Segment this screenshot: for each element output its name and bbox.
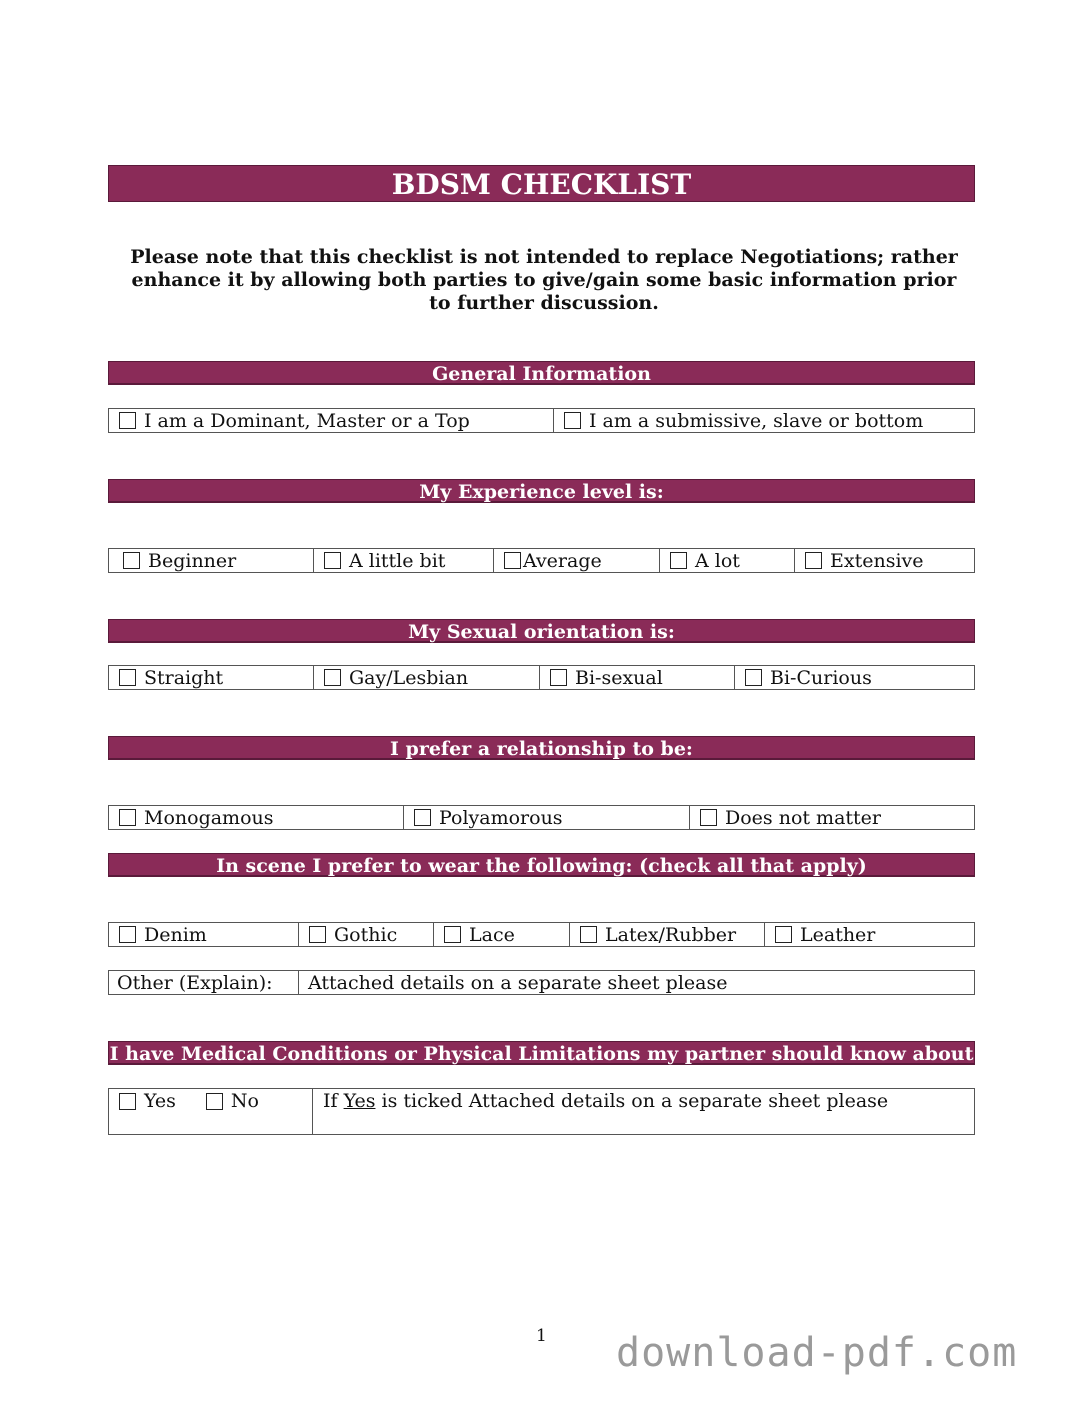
other-explain-field[interactable]: Attached details on a separate sheet please (308, 971, 728, 994)
option-bi-curious[interactable] (735, 666, 974, 689)
checkbox-icon[interactable] (670, 552, 687, 569)
checkbox-icon[interactable] (504, 552, 521, 569)
medical-yes-no (109, 1089, 313, 1134)
checkbox-icon[interactable] (745, 669, 762, 686)
checkbox-icon[interactable] (775, 926, 792, 943)
option-label: Bi-Curious (770, 666, 872, 689)
details-suffix: is ticked Attached details on a separate sheet please (375, 1090, 889, 1112)
option-polyamorous[interactable] (404, 806, 690, 829)
checkbox-icon[interactable] (119, 669, 136, 686)
option-yes[interactable] (119, 1090, 176, 1112)
intro-note: Please note that this checklist is not intended to replace Negotiations; rather enhance it by allowing both parties to give/gain some basic information prior to further discussion. (130, 246, 958, 314)
checkbox-icon[interactable] (119, 926, 136, 943)
page-title: BDSM CHECKLIST (108, 165, 975, 202)
checkbox-icon[interactable] (206, 1093, 223, 1110)
option-label: Yes (144, 1090, 176, 1112)
option-label: Extensive (830, 549, 924, 572)
option-label: A little bit (349, 549, 446, 572)
option-label: Polyamorous (439, 806, 563, 829)
section-general-heading: General Information (108, 361, 975, 385)
option-no[interactable] (206, 1090, 259, 1112)
section-wear-heading: In scene I prefer to wear the following: (check all that apply) (108, 853, 975, 877)
option-label: No (230, 1090, 259, 1112)
option-does-not-matter[interactable] (690, 806, 974, 829)
checkbox-icon[interactable] (324, 552, 341, 569)
option-label: Lace (469, 923, 515, 946)
medical-details[interactable] (313, 1089, 974, 1134)
checkbox-icon[interactable] (309, 926, 326, 943)
option-label: Beginner (148, 549, 237, 572)
details-yes: Yes (343, 1090, 376, 1112)
checkbox-icon[interactable] (564, 412, 581, 429)
checkbox-icon[interactable] (119, 809, 136, 826)
option-label: Bi-sexual (575, 666, 663, 689)
option-monogamous[interactable] (109, 806, 404, 829)
checkbox-icon[interactable] (805, 552, 822, 569)
wear-row (108, 922, 975, 947)
watermark: download-pdf.com (616, 1330, 1018, 1376)
other-label: Other (Explain): (109, 971, 299, 994)
option-bisexual[interactable] (540, 666, 735, 689)
option-label: Leather (800, 923, 876, 946)
option-label: A lot (695, 549, 740, 572)
checkbox-icon[interactable] (324, 669, 341, 686)
checkbox-icon[interactable] (119, 412, 136, 429)
option-gay-lesbian[interactable] (314, 666, 540, 689)
checkbox-icon[interactable] (700, 809, 717, 826)
option-label: Straight (144, 666, 224, 689)
option-label: Denim (144, 923, 207, 946)
page-number: 1 (536, 1326, 547, 1346)
option-label: Average (523, 549, 602, 572)
option-label: Monogamous (144, 806, 274, 829)
checkbox-icon[interactable] (444, 926, 461, 943)
option-label: Gay/Lesbian (349, 666, 469, 689)
experience-row (108, 548, 975, 573)
option-gothic[interactable] (299, 923, 434, 946)
section-medical-heading: I have Medical Conditions or Physical Limitations my partner should know about (109, 1043, 974, 1065)
section-relationship-heading: I prefer a relationship to be: (108, 736, 975, 760)
option-label: Does not matter (725, 806, 881, 829)
medical-row (108, 1088, 975, 1135)
option-label: Latex/Rubber (605, 923, 737, 946)
option-dominant[interactable] (109, 409, 554, 432)
option-label: I am a submissive, slave or bottom (589, 409, 924, 432)
checkbox-icon[interactable] (119, 1093, 136, 1110)
orientation-row (108, 665, 975, 690)
option-straight[interactable] (109, 666, 314, 689)
option-submissive[interactable] (554, 409, 974, 432)
checkbox-icon[interactable] (123, 552, 140, 569)
option-latex-rubber[interactable] (570, 923, 765, 946)
option-extensive[interactable] (795, 549, 974, 572)
option-label: I am a Dominant, Master or a Top (144, 409, 470, 432)
general-row (108, 408, 975, 433)
option-label: Gothic (334, 923, 398, 946)
option-denim[interactable] (109, 923, 299, 946)
wear-other-row (108, 970, 975, 995)
option-beginner[interactable] (109, 549, 314, 572)
section-orientation-heading: My Sexual orientation is: (108, 619, 975, 643)
relationship-row (108, 805, 975, 830)
checkbox-icon[interactable] (550, 669, 567, 686)
checkbox-icon[interactable] (414, 809, 431, 826)
option-average[interactable] (494, 549, 660, 572)
option-lace[interactable] (434, 923, 570, 946)
details-prefix: If (323, 1090, 344, 1112)
checkbox-icon[interactable] (580, 926, 597, 943)
section-experience-heading: My Experience level is: (108, 479, 975, 503)
option-a-little-bit[interactable] (314, 549, 494, 572)
option-leather[interactable] (765, 923, 974, 946)
option-a-lot[interactable] (660, 549, 795, 572)
